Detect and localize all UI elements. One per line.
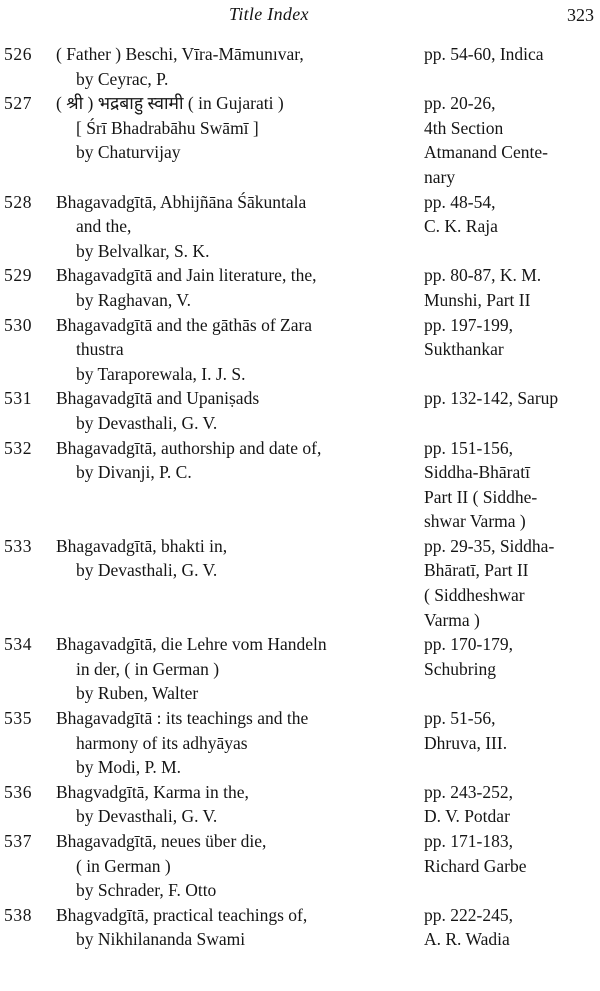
entry-title-line: Bhagvadgītā, practical teachings of,: [56, 904, 308, 925]
entry-number: [0, 263, 56, 312]
entry-source-line: pp. 170-179,: [424, 634, 513, 655]
entry-number-text: 536: [4, 781, 33, 802]
entry-source-line: D. V. Potdar: [424, 806, 510, 827]
entry-source-line: A. R. Wadia: [424, 929, 510, 950]
entry-title-line: by Ceyrac, P.: [76, 68, 169, 89]
entry-source-line: Part II ( Siddhe-: [424, 486, 538, 507]
entry-number: [0, 903, 56, 952]
entry-source: [424, 534, 600, 632]
entry-title-line: ( श्री ) भद्रबाहु स्वामी ( in Gujarati ): [56, 93, 284, 114]
entry-number-text: 526: [4, 44, 33, 64]
entry-title-line: Bhagavadgītā, neues über die,: [56, 831, 267, 851]
index-entry: [0, 632, 600, 706]
entry-title: [56, 263, 424, 312]
entry-source: [424, 313, 600, 387]
entry-source-line: pp. 151-156,: [424, 437, 513, 458]
entry-title-line: Bhagavadgītā : its teachings and the: [56, 708, 309, 729]
index-entry: [0, 780, 600, 829]
entry-title-line: Bhagavadgītā, bhakti in,: [56, 535, 228, 556]
entry-number: [0, 829, 56, 903]
entry-number: [0, 436, 56, 534]
entry-source: [424, 706, 600, 780]
entry-source-line: pp. 222-245,: [424, 904, 513, 925]
entry-title-line: by Taraporewala, I. J. S.: [76, 363, 246, 384]
entry-title-line: by Devasthali, G. V.: [76, 560, 218, 581]
entry-source: [424, 263, 600, 312]
entry-number-text: 531: [4, 388, 33, 409]
entry-source-line: Richard Garbe: [424, 855, 527, 876]
entry-number-text: 535: [4, 708, 33, 729]
entry-title: [56, 386, 424, 435]
entry-source-line: pp. 171-183,: [424, 831, 513, 851]
entry-title-line: ( Father ) Beschi, Vīra-Māmunıvar,: [56, 44, 304, 64]
index-entry: [0, 534, 600, 632]
entry-source: [424, 190, 600, 264]
page-header-title: Title Index: [229, 4, 309, 24]
entry-title-line: by Devasthali, G. V.: [76, 412, 218, 433]
entry-source-line: ( Siddheshwar: [424, 585, 525, 606]
entry-number: [0, 534, 56, 632]
entry-source-line: pp. 51-56,: [424, 708, 496, 729]
entry-source-line: Varma ): [424, 609, 480, 630]
entry-title-line: by Raghavan, V.: [76, 289, 192, 310]
entry-title: [56, 436, 424, 534]
entry-title: [56, 313, 424, 387]
entry-number-text: 538: [4, 904, 33, 925]
entry-title: [56, 829, 424, 903]
entry-number-text: 533: [4, 535, 33, 556]
entry-number: [0, 706, 56, 780]
entry-title-line: Bhagavadgītā, authorship and date of,: [56, 437, 322, 458]
entry-title-line: by Divanji, P. C.: [76, 462, 192, 483]
entry-source: [424, 829, 600, 903]
entry-title-line: harmony of its adhyāyas: [76, 732, 248, 753]
entry-title: [56, 903, 424, 952]
entry-title-line: by Schrader, F. Otto: [76, 880, 217, 901]
entry-source: [424, 386, 600, 435]
entry-number-text: 537: [4, 831, 33, 851]
entry-number: [0, 42, 56, 91]
entry-number-text: 529: [4, 265, 33, 286]
index-entry: [0, 706, 600, 780]
entry-title: [56, 632, 424, 706]
entry-number: [0, 386, 56, 435]
entry-source: [424, 903, 600, 952]
entry-title-line: ( in German ): [76, 855, 171, 876]
entry-number: [0, 190, 56, 264]
entry-number-text: 530: [4, 314, 33, 335]
entry-source: [424, 91, 600, 189]
entry-title-line: by Belvalkar, S. K.: [76, 240, 210, 261]
entry-number-text: 527: [4, 93, 33, 114]
entry-source: [424, 436, 600, 534]
index-entry: [0, 436, 600, 534]
entry-title: [56, 42, 424, 91]
entry-source-line: nary: [424, 166, 456, 187]
entry-title-line: and the,: [76, 216, 132, 237]
index-entry: [0, 190, 600, 264]
entry-source-line: 4th Section: [424, 117, 504, 138]
index-entries: [0, 42, 600, 952]
entry-source-line: Bhāratī, Part II: [424, 560, 529, 581]
entry-title: [56, 91, 424, 189]
index-entry: [0, 829, 600, 903]
entry-title-line: Bhagavadgītā and Jain literature, the,: [56, 265, 317, 286]
entry-source-line: Dhruva, III.: [424, 732, 508, 753]
entry-title-line: by Modi, P. M.: [76, 757, 182, 778]
index-entry: [0, 386, 600, 435]
entry-title-line: Bhagvadgītā, Karma in the,: [56, 781, 249, 802]
entry-source: [424, 632, 600, 706]
entry-title-line: thustra: [76, 339, 124, 360]
entry-source-line: pp. 80-87, K. M.: [424, 265, 542, 286]
entry-title-line: Bhagavadgītā, Abhijñāna Śākuntala: [56, 191, 307, 212]
entry-title: [56, 706, 424, 780]
index-entry: [0, 91, 600, 189]
index-entry: [0, 42, 600, 91]
entry-title-line: by Nikhilananda Swami: [76, 929, 246, 950]
entry-source-line: pp. 243-252,: [424, 781, 513, 802]
entry-number: [0, 780, 56, 829]
entry-source-line: Siddha-Bhāratī: [424, 462, 530, 483]
entry-title-line: Bhagavadgītā and the gāthās of Zara: [56, 314, 313, 335]
entry-source-line: pp. 54-60, Indica: [424, 44, 544, 64]
entry-number: [0, 91, 56, 189]
entry-source: [424, 780, 600, 829]
entry-title-line: by Devasthali, G. V.: [76, 806, 218, 827]
entry-source: [424, 42, 600, 91]
entry-source-line: Schubring: [424, 658, 496, 679]
entry-source-line: pp. 197-199,: [424, 314, 513, 335]
entry-source-line: Sukthankar: [424, 339, 504, 360]
entry-title: [56, 190, 424, 264]
entry-title-line: Bhagavadgītā, die Lehre vom Handeln: [56, 634, 327, 655]
entry-number: [0, 632, 56, 706]
entry-source-line: pp. 29-35, Siddha-: [424, 535, 555, 556]
entry-source-line: Atmanand Cente-: [424, 142, 548, 163]
entry-source-line: Munshi, Part II: [424, 289, 531, 310]
entry-title: [56, 780, 424, 829]
index-entry: [0, 263, 600, 312]
entry-title-line: in der, ( in German ): [76, 658, 220, 679]
entry-source-line: pp. 48-54,: [424, 191, 496, 212]
entry-source-line: pp. 132-142, Sarup: [424, 388, 559, 409]
entry-source-line: pp. 20-26,: [424, 93, 496, 114]
entry-title: [56, 534, 424, 632]
entry-number-text: 532: [4, 437, 33, 458]
running-head: [0, 4, 600, 28]
entry-title-line: Bhagavadgītā and Upaniṣads: [56, 388, 260, 409]
entry-title-line: by Ruben, Walter: [76, 683, 199, 704]
entry-source-line: shwar Varma ): [424, 511, 526, 532]
entry-title-line: [ Śrī Bhadrabāhu Swāmī ]: [76, 117, 259, 138]
index-entry: [0, 903, 600, 952]
entry-number-text: 528: [4, 191, 33, 212]
entry-number: [0, 313, 56, 387]
entry-number-text: 534: [4, 634, 33, 655]
entry-title-line: by Chaturvijay: [76, 142, 181, 163]
page-number: 323: [567, 5, 594, 25]
index-entry: [0, 313, 600, 387]
entry-source-line: C. K. Raja: [424, 216, 498, 237]
